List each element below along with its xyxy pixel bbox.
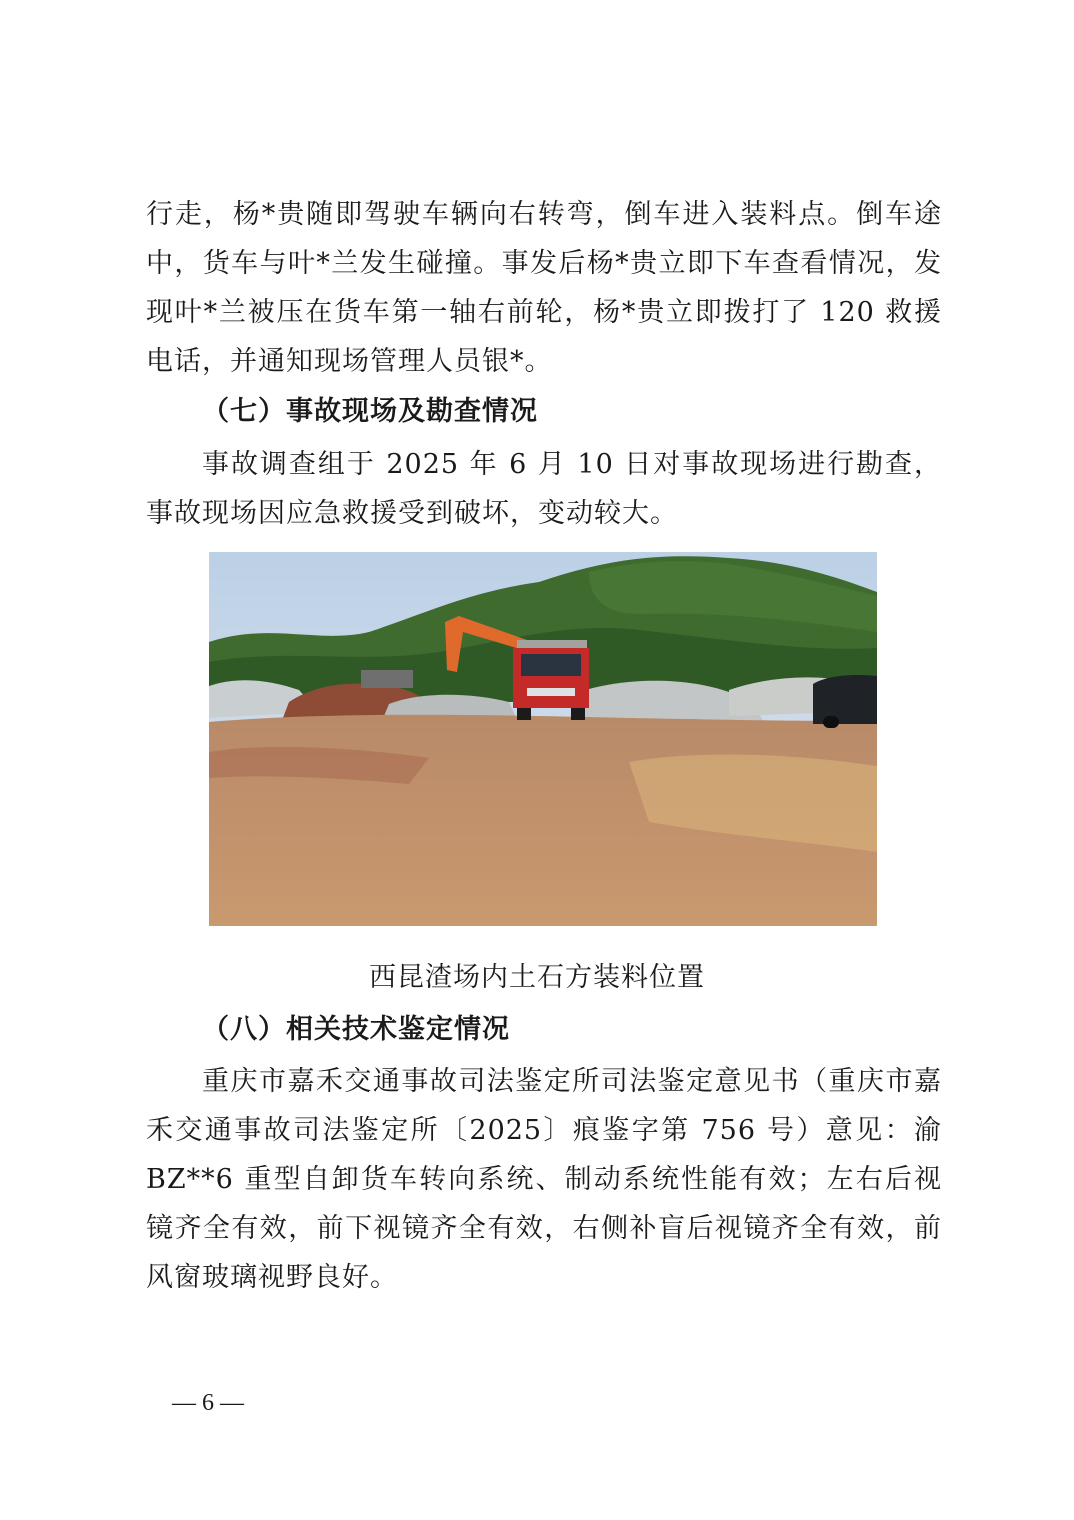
section-heading-site-inspection: （七）事故现场及勘查情况 xyxy=(202,396,538,427)
paragraph-technical-appraisal: 重庆市嘉禾交通事故司法鉴定所司法鉴定意见书（重庆市嘉禾交通事故司法鉴定所〔2025〕痕鉴字第 756 号）意见：渝 BZ**6 重型自卸货车转向系统、制动系统性能有效；左右后视镜齐全有效，前下视镜齐全有效，右侧补盲后视镜齐全有效，前风窗玻璃视野良好。 xyxy=(146,1066,942,1293)
photo-caption: 西昆渣场内土石方装料位置 xyxy=(369,962,705,993)
paragraph-site-inspection: 事故调查组于 2025 年 6 月 10 日对事故现场进行勘查，事故现场因应急救援受到破坏，变动较大。 xyxy=(146,449,942,529)
section-heading-technical-appraisal: （八）相关技术鉴定情况 xyxy=(202,1014,510,1045)
paragraph-incident-description: 行走，杨*贵随即驾驶车辆向右转弯，倒车进入装料点。倒车途中，货车与叶*兰发生碰撞。事发后杨*贵立即下车查看情况，发现叶*兰被压在货车第一轴右前轮，杨*贵立即拨打了 120 救援电话，并通知现场管理人员银*。 xyxy=(146,199,942,377)
page-number: — 6 — xyxy=(172,1390,244,1416)
site-photo xyxy=(209,552,877,926)
